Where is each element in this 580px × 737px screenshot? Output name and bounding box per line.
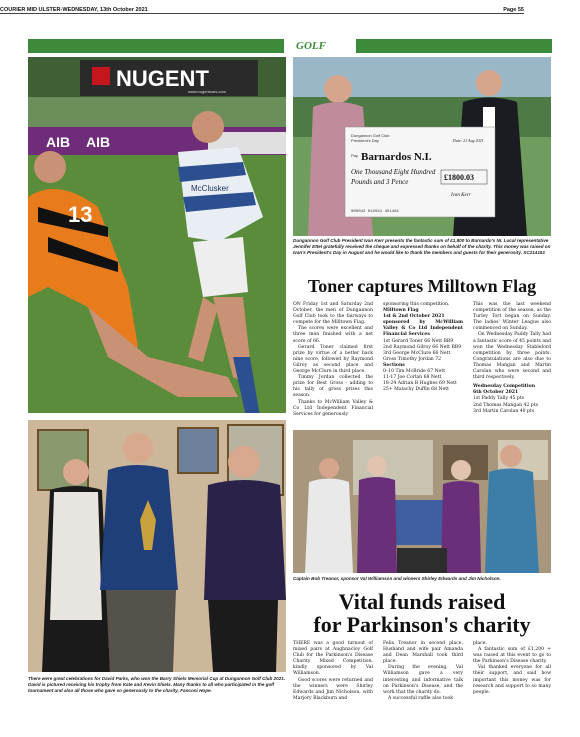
toner-col-1: ON Friday 1st and Saturday 2nd October, the men of Dungannon Golf Club took to the fairways to compete for the Milltown Flag. The scores were excellent and three men finished with a net score of 66. Gerard Toner claimed first prize by virtue of a better back nine score, followed by Raymond Gilroy as second place and George McClure in third place. Timmy Jordan collected the prize for Best Gross - adding to his tally of gross prizes this season. Thanks to McWilliam Valley & Co Ltd Independent Financial Services for generously <box>293 302 373 417</box>
banner-sub: www.nugentcars.com <box>188 89 227 94</box>
trophy-caption: There were great celebrations for David Parks, who won the Barry Shiels Memorial Cup at Dungannon Golf Club 2021. David is pictured receiving his trophy from Kate and Kevin Shiels. Many thanks to all who participated in the golf tournament and also all those who gave so generously to the charity, Fanconi Hope. <box>28 676 286 694</box>
cheque-words-1: One Thousand Eight Hundred <box>351 168 436 176</box>
ad-text: AIB <box>46 134 71 150</box>
publication-date: COURIER MID ULSTER-WEDNESDAY, 13th October 2021 <box>0 7 148 13</box>
trophy-photo <box>28 420 286 672</box>
cheque-photo <box>293 57 551 236</box>
parkinsons-col-2: Felix Treanor in second place. Husband and wife pair Amanda and Dean Marshall took third place. During the evening, Val Williamson gave a very interesting and informative talk on Parkinson's Disease, and the work that the charity do. A successful raffle also took <box>383 641 463 701</box>
section-bar-right <box>332 39 552 53</box>
parkinsons-col-1: THERE was a good turnout of mixed pairs at Aughnacloy Golf Club for the Parkinson's Disease Charity Mixed Competition, kindly sponsored by Val Williamson. Good scores were returned and the winners were Shirley Edwards and Jim Nicholson, with Marjory Blackburn and <box>293 641 373 701</box>
toner-headline: Toner captures Milltown Flag <box>307 276 537 296</box>
jersey-text: McClusker <box>191 184 229 193</box>
parkinsons-headline-1: Vital funds raised <box>338 589 506 614</box>
parkinsons-photo <box>293 430 551 573</box>
cheque-payee: Barnardos N.I. <box>361 151 432 163</box>
parkinsons-col-3: place. A fantastic sum of £1,200 + was raised at this event to go to the Parkinson's Disease charity. Val thanked everyone for all their support, and said how important this money was for research and support to so many people. <box>473 641 551 695</box>
cheque-amount: £1800.03 <box>444 173 474 182</box>
parkinsons-headline-2: for Parkinson's charity <box>313 612 531 637</box>
cheque-numbers: 000042 042041 451481 <box>351 210 400 214</box>
parkinsons-caption: Captain Bob Treanor, sponsor Val Williamson and winners Shirley Edwards and Jim Nicholson. <box>293 576 501 581</box>
masthead <box>0 0 524 14</box>
toner-col-3: This was the last weekend competition of the season, as the Turley Tort began on Sunday. The ladies' Winter League also commenced on Sunday. On Wednesday Paddy Tally had a fantastic score of 45 points and won the Wednesday Stableford competition by three points. Congratulations are also due to Thomas Mangan and Martin Carolan who were second and third respectively. Wednesday Competition 6th October 2021 1st Paddy Tally 45 pts 2nd Thomas Mangan 42 pts 3rd Martin Carolan 40 pts <box>473 302 551 414</box>
cheque-caption: Dungannon Golf Club President Ivan Kerr presents the fantastic sum of £1,800 to Barnardo's NI. Local representative Jennifer Ettel gratefully received the cheque and expressed thanks on behalf of the charity. This money was raised on Ivan's President's Day in August and he would like to thank the members and guests for their generosity. SC214151 <box>293 238 551 256</box>
banner-text: NUGENT <box>116 66 209 91</box>
cheque-payee-label: Pay <box>351 153 358 158</box>
cheque-signature: Ivan Kerr <box>451 193 471 198</box>
cheque-event: President's Day <box>351 138 379 143</box>
section-label: GOLF <box>296 39 356 53</box>
svg-text:13: 13 <box>68 202 93 227</box>
rugby-photo <box>28 57 286 413</box>
page-number: Page 55 <box>503 7 524 13</box>
toner-col-2: sponsoring this competition. Milltown Flag 1st & 2nd October 2021 sponsored by McWilliam Valley & Co Ltd Independent Financial Services 1st Gerard Toner 66 Nett BB9 2nd Raymond Gilroy 66 Nett BB9 3rd George McClure 66 Nett Gross Timothy Jordan 72 Sections 0–10 Tim McBride 67 Nett 11-17 Joe Corlan 68 Nett 18-24 Adrian B Hughes 69 Nett 25+ Malachy Duffin 68 Nett <box>383 302 463 393</box>
ad-text-2: AIB <box>86 134 111 150</box>
cheque-date: Date: 21 Aug 2021 <box>453 138 484 143</box>
cheque-words-2: Pounds and 3 Pence <box>351 178 409 186</box>
parkinsons-headline <box>293 590 551 636</box>
section-bar-left <box>28 39 284 53</box>
cheque-club: Dungannon Golf Club <box>351 133 390 138</box>
